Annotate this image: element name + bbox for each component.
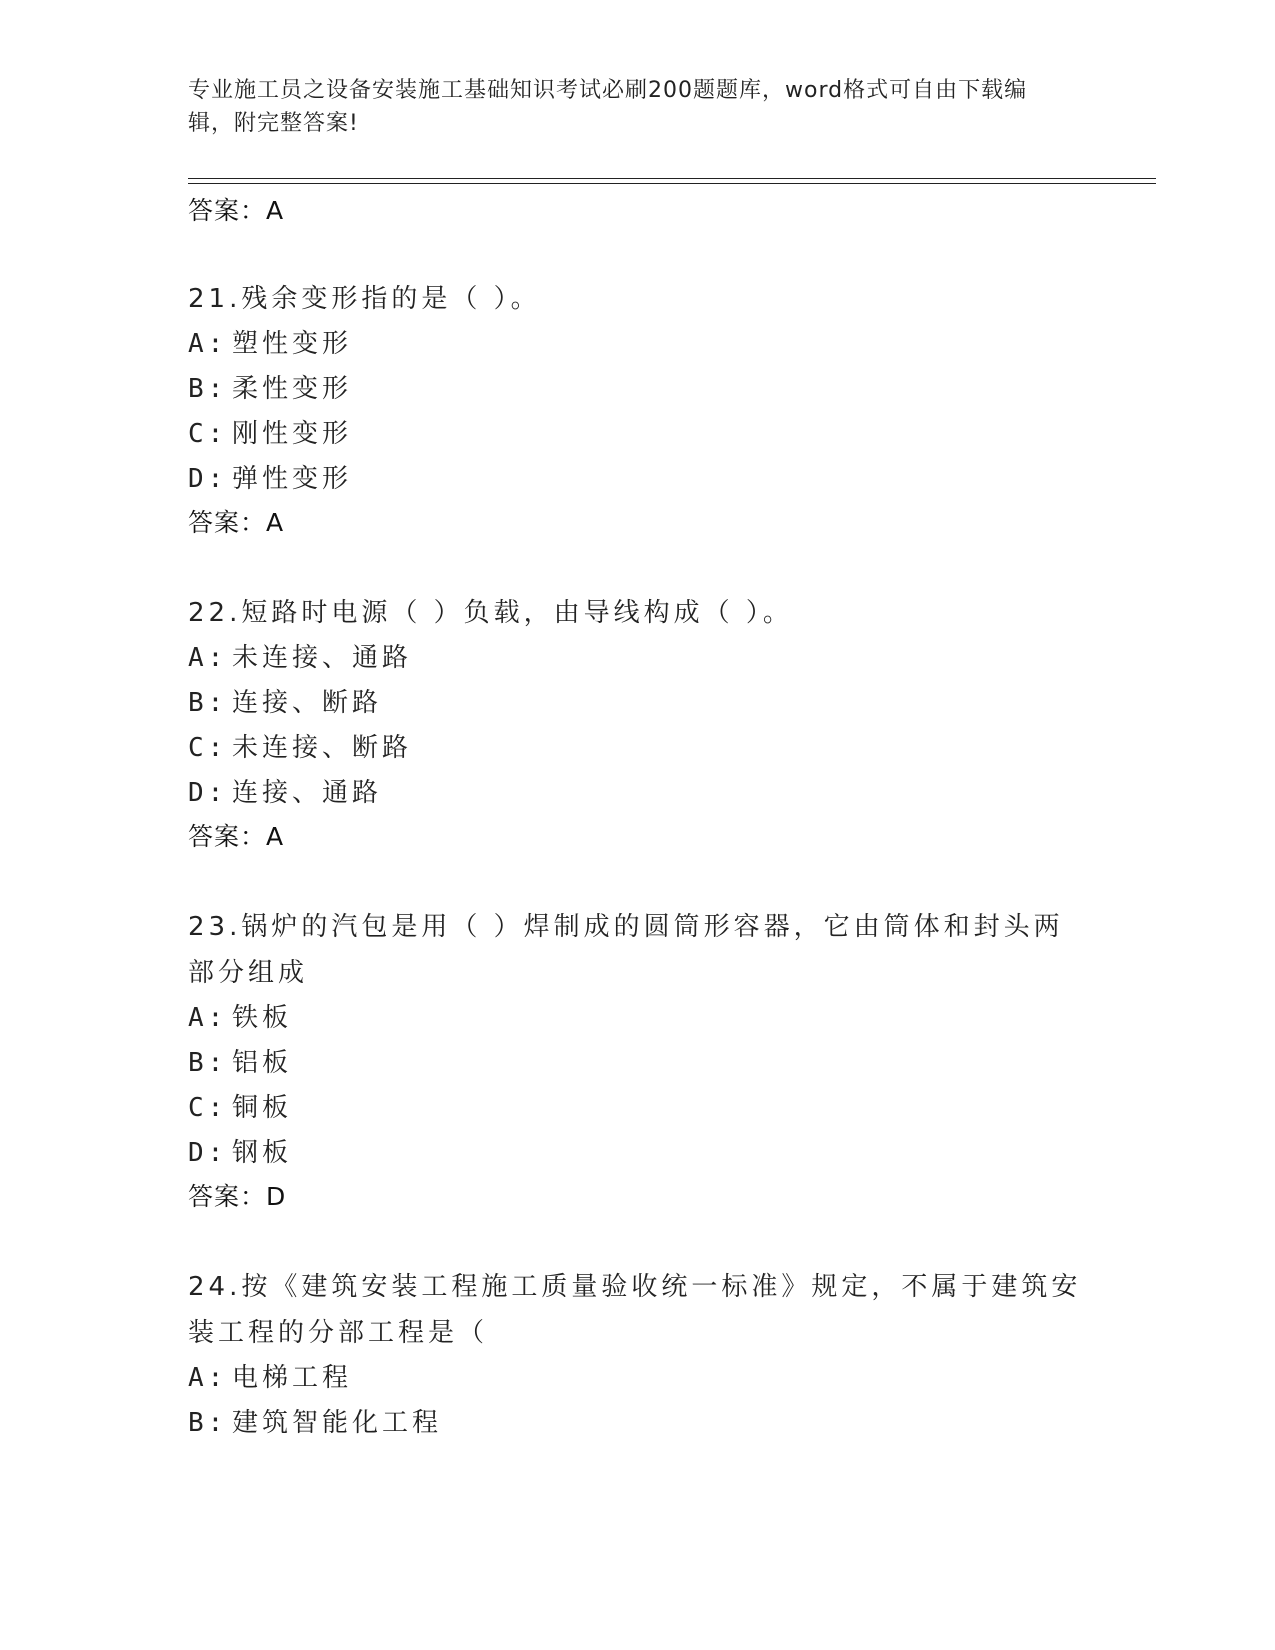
answer-line: 答案：A xyxy=(188,822,285,851)
option-letter: D: xyxy=(188,778,228,808)
question-stem: 24.按《建筑安装工程施工质量验收统一标准》规定，不属于建筑安装工程的分部工程是（ xyxy=(188,1272,1082,1348)
option-text: 连接、断路 xyxy=(232,688,383,718)
header-divider-bottom xyxy=(188,183,1156,184)
option-a xyxy=(188,1356,1088,1401)
option-a xyxy=(188,636,1088,681)
option-text: 连接、通路 xyxy=(232,778,383,808)
option-letter: B: xyxy=(188,374,228,404)
option-b xyxy=(188,681,1088,726)
option-letter: D: xyxy=(188,1138,228,1168)
option-text: 未连接、断路 xyxy=(232,733,413,763)
option-b xyxy=(188,1401,1088,1446)
option-text: 铜板 xyxy=(232,1093,293,1123)
answer-line: 答案：A xyxy=(188,196,285,225)
option-letter: C: xyxy=(188,733,228,763)
option-letter: B: xyxy=(188,1048,228,1078)
option-d xyxy=(188,771,1088,816)
option-a xyxy=(188,996,1088,1041)
option-letter: B: xyxy=(188,1408,228,1438)
option-letter: A: xyxy=(188,643,228,673)
question-block-21 xyxy=(188,276,1088,544)
option-text: 电梯工程 xyxy=(232,1363,353,1393)
option-d xyxy=(188,1131,1088,1176)
option-text: 刚性变形 xyxy=(232,419,353,449)
option-text: 柔性变形 xyxy=(232,374,353,404)
option-text: 钢板 xyxy=(232,1138,293,1168)
option-text: 弹性变形 xyxy=(232,464,353,494)
option-a xyxy=(188,322,1088,367)
answer-line: 答案：D xyxy=(188,1182,287,1211)
option-letter: D: xyxy=(188,464,228,494)
option-b xyxy=(188,1041,1088,1086)
option-text: 塑性变形 xyxy=(232,329,353,359)
option-c xyxy=(188,726,1088,771)
question-block-23 xyxy=(188,904,1088,1218)
question-list xyxy=(188,190,1088,1446)
document-header-title: 专业施工员之设备安装施工基础知识考试必刷200题题库，word格式可自由下载编辑，附完整答案! xyxy=(188,78,1028,136)
question-stem: 23.锅炉的汽包是用（ ）焊制成的圆筒形容器，它由筒体和封头两部分组成 xyxy=(188,912,1064,988)
question-block-24 xyxy=(188,1264,1088,1446)
answer-line: 答案：A xyxy=(188,508,285,537)
option-letter: A: xyxy=(188,1003,228,1033)
option-letter: C: xyxy=(188,1093,228,1123)
option-text: 建筑智能化工程 xyxy=(232,1408,443,1438)
question-stem: 21.残余变形指的是（ ）。 xyxy=(188,284,541,314)
option-letter: B: xyxy=(188,688,228,718)
option-c xyxy=(188,412,1088,457)
option-text: 未连接、通路 xyxy=(232,643,413,673)
question-stem: 22.短路时电源（ ）负载，由导线构成（ ）。 xyxy=(188,598,793,628)
option-letter: C: xyxy=(188,419,228,449)
option-text: 铁板 xyxy=(232,1003,293,1033)
question-block-22 xyxy=(188,590,1088,858)
option-text: 铝板 xyxy=(232,1048,293,1078)
option-d xyxy=(188,457,1088,502)
option-letter: A: xyxy=(188,1363,228,1393)
header-divider-top xyxy=(188,178,1156,179)
option-letter: A: xyxy=(188,329,228,359)
option-b xyxy=(188,367,1088,412)
option-c xyxy=(188,1086,1088,1131)
